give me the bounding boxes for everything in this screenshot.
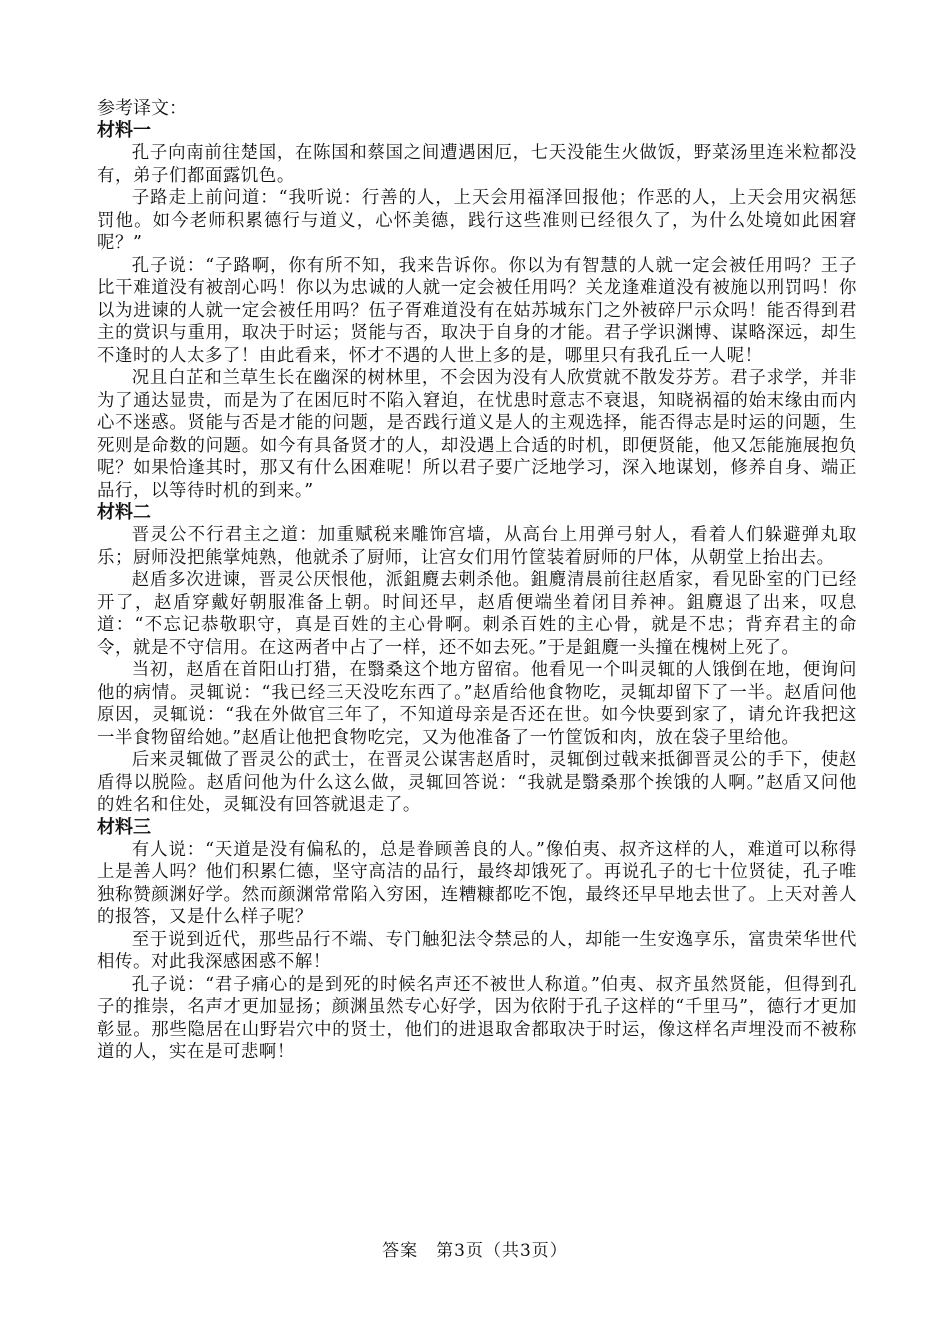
material-two-heading: 材料二: [97, 502, 151, 523]
material-one-paragraph: 孔子向南前往楚国，在陈国和蔡国之间遭遇困厄，七天没能生火做饭，野菜汤里连米粒都没有，弟子们都面露饥色。: [97, 143, 857, 186]
material-one-heading: 材料一: [97, 120, 151, 141]
page-footer: 答案 第3页（共3页）: [382, 1241, 568, 1261]
material-three-paragraph: 至于说到近代，那些品行不端、专门触犯法令禁忌的人，却能一生安逸享乐，富贵荣华世代相传。对此我深感困惑不解！: [97, 929, 857, 972]
material-one: [97, 120, 857, 502]
material-two-paragraph: 后来灵辄做了晋灵公的武士，在晋灵公谋害赵盾时，灵辄倒过戟来抵御晋灵公的手下，使赵盾得以脱险。赵盾问他为什么这么做，灵辄回答说：“我就是翳桑那个挨饿的人啊。”赵盾又问他的姓名和住处，灵辄没有回答就退走了。: [97, 750, 857, 815]
material-three-paragraph: 有人说：“天道是没有偏私的，总是眷顾善良的人。”像伯夷、叔齐这样的人，难道可以称得上是善人吗？他们积累仁德，坚守高洁的品行，最终却饿死了。再说孔子的七十位贤徒，孔子唯独称赞颜渊好学。然而颜渊常常陷入穷困，连糟糠都吃不饱，最终还早早地去世了。上天对善人的报答，又是什么样子呢？: [97, 839, 857, 927]
answer-page: [97, 98, 857, 1064]
material-three-paragraph: 孔子说：“君子痛心的是到死的时候名声还不被世人称道。”伯夷、叔齐虽然贤能，但得到孔子的推崇，名声才更加显扬；颜渊虽然专心好学，因为依附于孔子这样的“千里马”，德行才更加彰显。那些隐居在山野岩穴中的贤士，他们的进退取舍都取决于时运，像这样名声埋没而不被称道的人，实在是可悲啊！: [97, 974, 857, 1062]
material-two: [97, 502, 857, 817]
reference-translation-caption: 参考译文：: [97, 98, 187, 119]
material-one-paragraph: 况且白芷和兰草生长在幽深的树林里，不会因为没有人欣赏就不散发芬芳。君子求学，并非为了通达显贵，而是为了在困厄时不陷入窘迫，在忧患时意志不衰退，知晓祸福的始末缘由而内心不迷惑。贤能与否是才能的问题，是否践行道义是人的主观选择，能否得志是时运的问题，生死则是命数的问题。如今有具备贤才的人，却没遇上合适的时机，即便贤能，他又怎能施展抱负呢？如果恰逢其时，那又有什么困难呢！所以君子要广泛地学习，深入地谋划，修养自身、端正品行，以等待时机的到来。”: [97, 368, 857, 501]
material-two-paragraph: 赵盾多次进谏，晋灵公厌恨他，派鉏麑去刺杀他。鉏麑清晨前往赵盾家，看见卧室的门已经开了，赵盾穿戴好朝服准备上朝。时间还早，赵盾便端坐着闭目养神。鉏麑退了出来，叹息道：“不忘记恭敬职守，真是百姓的主心骨啊。刺杀百姓的主心骨，就是不忠；背弃君主的命令，就是不守信用。在这两者中占了一样，还不如去死。”于是鉏麑一头撞在槐树上死了。: [97, 570, 857, 658]
material-two-paragraph: 晋灵公不行君主之道：加重赋税来雕饰宫墙，从高台上用弹弓射人，看着人们躲避弹丸取乐；厨师没把熊掌炖熟，他就杀了厨师，让宫女们用竹筐装着厨师的尸体，从朝堂上抬出去。: [97, 525, 857, 568]
material-three: [97, 817, 857, 1064]
material-two-paragraph: 当初，赵盾在首阳山打猎，在翳桑这个地方留宿。他看见一个叫灵辄的人饿倒在地，便询问他的病情。灵辄说：“我已经三天没吃东西了。”赵盾给他食物吃，灵辄却留下了一半。赵盾问他原因，灵辄说：“我在外做官三年了，不知道母亲是否还在世。如今快要到家了，请允许我把这一半食物留给她。”赵盾让他把食物吃完，又为他准备了一竹筐饭和肉，放在袋子里给他。: [97, 660, 857, 748]
material-one-paragraph: 孔子说：“子路啊，你有所不知，我来告诉你。你以为有智慧的人就一定会被任用吗？王子比干难道没有被剖心吗！你以为忠诚的人就一定会被任用吗？关龙逢难道没有被施以刑罚吗！你以为进谏的人就一定会被任用吗？伍子胥难道没有在姑苏城东门之外被碎尸示众吗！能否得到君主的赏识与重用，取决于时运；贤能与否，取决于自身的才能。君子学识渊博、谋略深远，却生不逢时的人太多了！由此看来，怀才不遇的人世上多的是，哪里只有我孔丘一人呢！: [97, 255, 857, 366]
material-one-paragraph: 子路走上前问道：“我听说：行善的人，上天会用福泽回报他；作恶的人，上天会用灾祸惩罚他。如今老师积累德行与道义，心怀美德，践行这些准则已经很久了，为什么处境如此困窘呢？”: [97, 188, 857, 253]
material-three-heading: 材料三: [97, 816, 151, 838]
